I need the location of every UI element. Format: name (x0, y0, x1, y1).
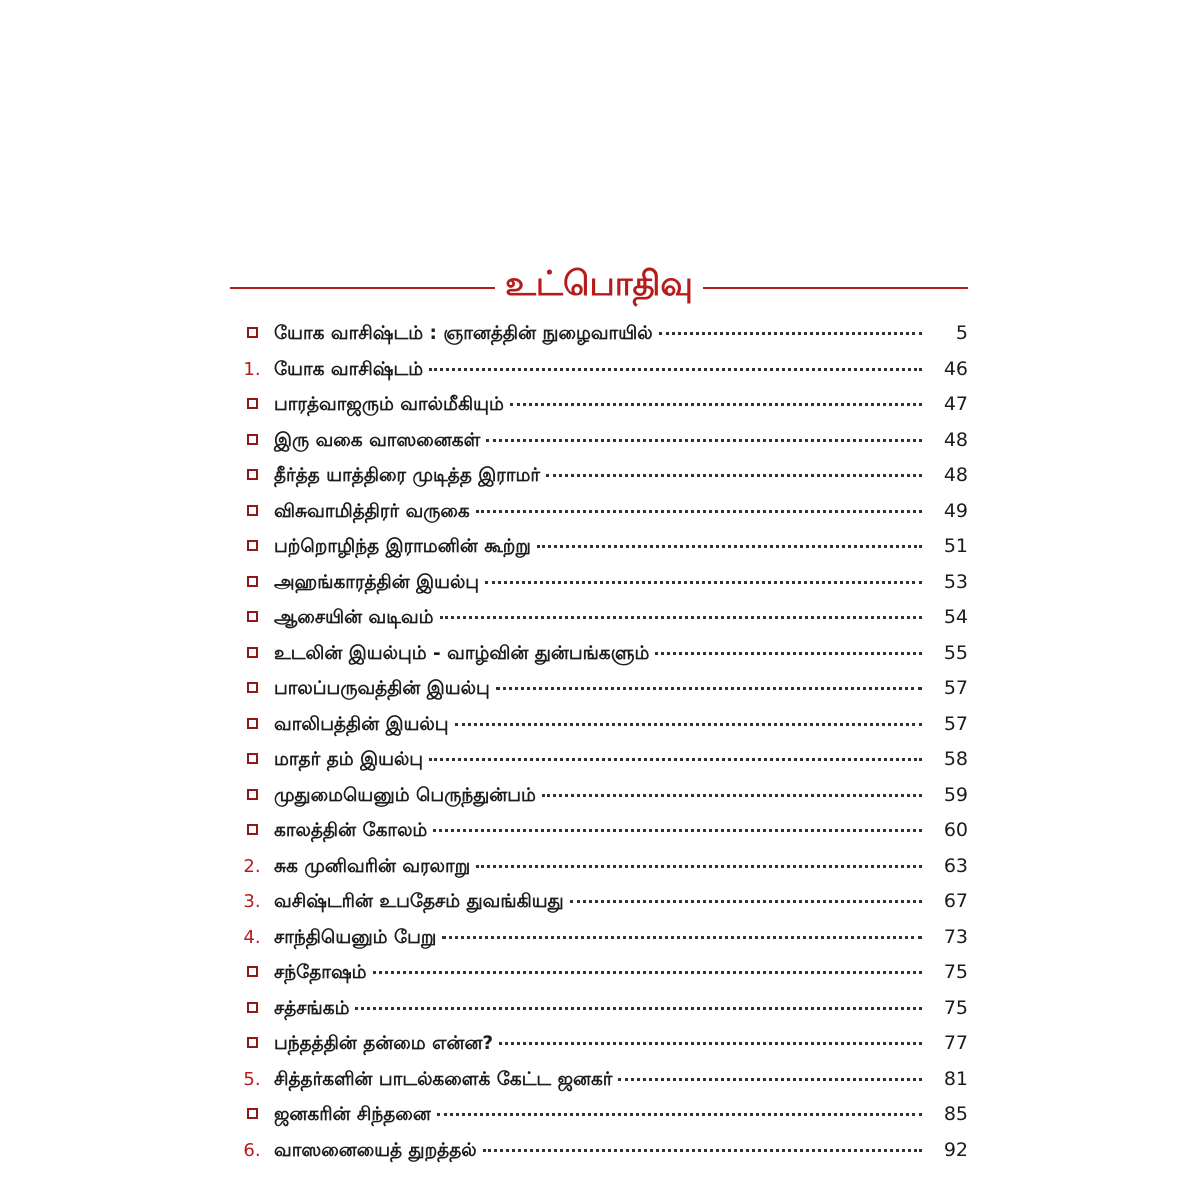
square-bullet-icon (230, 998, 274, 1019)
page-number: 49 (943, 499, 968, 522)
page-number: 92 (943, 1138, 968, 1161)
entry-title: சத்சங்கம் (274, 997, 350, 1019)
page-number: 75 (943, 996, 968, 1019)
entry-title: பாலப்பருவத்தின் இயல்பு (274, 678, 490, 699)
dot-leader (440, 616, 922, 619)
entry-title: சாந்தியெனும் பேறு (274, 926, 437, 948)
dot-leader (537, 545, 922, 548)
entry-title: முதுமையெனும் பெருந்துன்பம் (274, 784, 536, 806)
page-number: 73 (943, 925, 968, 948)
page-number: 57 (943, 677, 968, 699)
page-number: 81 (943, 1067, 968, 1090)
dot-leader (542, 794, 922, 797)
square-bullet-icon (230, 749, 274, 770)
dot-leader (655, 652, 922, 655)
toc-entry (230, 464, 968, 500)
entry-title: யோக வாசிஷ்டம் (274, 358, 424, 380)
page-number: 48 (943, 428, 968, 451)
entry-title: அஹங்காரத்தின் இயல்பு (274, 571, 480, 593)
heading-rule-right (703, 287, 968, 289)
toc-entry (230, 1139, 968, 1175)
chapter-number: 4. (243, 926, 261, 948)
page-number: 53 (943, 570, 968, 593)
toc-entry (230, 535, 968, 571)
entry-title: வாஸனையைத் துறத்தல் (274, 1139, 477, 1161)
page-number: 57 (943, 712, 968, 735)
dot-leader (510, 403, 922, 406)
dot-leader (355, 1007, 922, 1010)
chapter-number: 3. (243, 891, 261, 912)
toc-entry (230, 500, 968, 536)
toc-entry (230, 855, 968, 891)
toc-entry (230, 926, 968, 962)
dot-leader (483, 1149, 922, 1152)
entry-title: பற்றொழிந்த இராமனின் கூற்று (274, 536, 531, 557)
contents-title: உட்பொதிவு (505, 264, 693, 304)
page-number: 51 (943, 535, 968, 557)
page-number: 59 (943, 783, 968, 806)
square-bullet-icon (230, 1104, 274, 1125)
toc-entry (230, 961, 968, 997)
square-bullet-icon (230, 323, 274, 344)
page-number: 54 (943, 606, 968, 628)
toc-entry (230, 784, 968, 820)
dot-leader (476, 510, 922, 513)
toc-entry (230, 393, 968, 429)
entry-title: உடலின் இயல்பும் - வாழ்வின் துன்பங்களும் (274, 642, 650, 664)
dot-leader (546, 474, 922, 477)
entry-title: ஜனகரின் சிந்தனை (274, 1104, 431, 1125)
entry-title: பந்தத்தின் தன்மை என்ன? (274, 1033, 494, 1054)
dot-leader (499, 1042, 922, 1045)
square-bullet-icon (230, 1033, 274, 1054)
chapter-number: 2. (243, 855, 261, 877)
square-bullet-icon (230, 820, 274, 841)
page-number: 85 (943, 1103, 968, 1125)
dot-leader (496, 687, 922, 690)
table-of-contents (230, 322, 968, 1174)
toc-entry (230, 642, 968, 678)
toc-entry (230, 713, 968, 749)
dot-leader (618, 1078, 922, 1081)
page-number: 67 (943, 890, 968, 912)
page-number: 48 (943, 464, 968, 486)
page-number: 60 (943, 819, 968, 841)
dot-leader (429, 368, 922, 371)
entry-title: இரு வகை வாஸனைகள் (274, 429, 481, 451)
page-number: 58 (943, 748, 968, 770)
toc-entry (230, 1068, 968, 1104)
toc-entry (230, 606, 968, 642)
entry-title: சித்தர்களின் பாடல்களைக் கேட்ட ஜனகர் (274, 1068, 613, 1090)
entry-title: சுக முனிவரின் வரலாறு (274, 855, 471, 877)
entry-title: வசிஷ்டரின் உபதேசம் துவங்கியது (274, 891, 564, 912)
toc-entry (230, 429, 968, 465)
heading-rule-left (230, 287, 495, 289)
entry-title: பாரத்வாஜரும் வால்மீகியும் (274, 394, 504, 415)
toc-entry (230, 677, 968, 713)
entry-title: யோக வாசிஷ்டம் : ஞானத்தின் நுழைவாயில் (274, 323, 653, 344)
square-bullet-icon (230, 430, 274, 451)
square-bullet-icon (230, 394, 274, 415)
dot-leader (437, 1113, 922, 1116)
dot-leader (442, 936, 922, 939)
page-number: 46 (943, 357, 968, 380)
dot-leader (570, 900, 922, 903)
page-number: 47 (943, 393, 968, 415)
toc-entry (230, 358, 968, 394)
dot-leader (476, 865, 922, 868)
dot-leader (659, 332, 922, 335)
dot-leader (429, 758, 922, 761)
entry-title: காலத்தின் கோலம் (274, 820, 428, 841)
dot-leader (486, 439, 922, 442)
dot-leader (373, 971, 922, 974)
toc-entry (230, 322, 968, 358)
square-bullet-icon (230, 607, 274, 628)
page-number: 55 (943, 641, 968, 664)
dot-leader (485, 581, 922, 584)
square-bullet-icon (230, 678, 274, 699)
entry-title: வாலிபத்தின் இயல்பு (274, 713, 449, 735)
toc-entry (230, 748, 968, 784)
square-bullet-icon (230, 714, 274, 735)
entry-title: சந்தோஷம் (274, 962, 367, 983)
page-number: 5 (955, 322, 968, 344)
toc-entry (230, 997, 968, 1033)
entry-title: ஆசையின் வடிவம் (274, 607, 434, 628)
entry-title: விசுவாமித்திரர் வருகை (274, 500, 470, 522)
chapter-number: 5. (243, 1068, 261, 1090)
toc-entry (230, 1103, 968, 1139)
chapter-number: 6. (243, 1139, 261, 1161)
square-bullet-icon (230, 465, 274, 486)
page-number: 75 (943, 961, 968, 983)
square-bullet-icon (230, 536, 274, 557)
page-number: 63 (943, 854, 968, 877)
dot-leader (433, 829, 922, 832)
toc-entry (230, 819, 968, 855)
toc-entry (230, 1032, 968, 1068)
page-number: 77 (943, 1032, 968, 1054)
toc-entry (230, 571, 968, 607)
square-bullet-icon (230, 501, 274, 522)
chapter-number: 1. (243, 358, 261, 380)
dot-leader (455, 723, 922, 726)
square-bullet-icon (230, 643, 274, 664)
contents-heading (230, 258, 968, 310)
square-bullet-icon (230, 785, 274, 806)
square-bullet-icon (230, 572, 274, 593)
toc-entry (230, 890, 968, 926)
entry-title: மாதர் தம் இயல்பு (274, 749, 424, 770)
square-bullet-icon (230, 962, 274, 983)
entry-title: தீர்த்த யாத்திரை முடித்த இராமர் (274, 465, 541, 486)
